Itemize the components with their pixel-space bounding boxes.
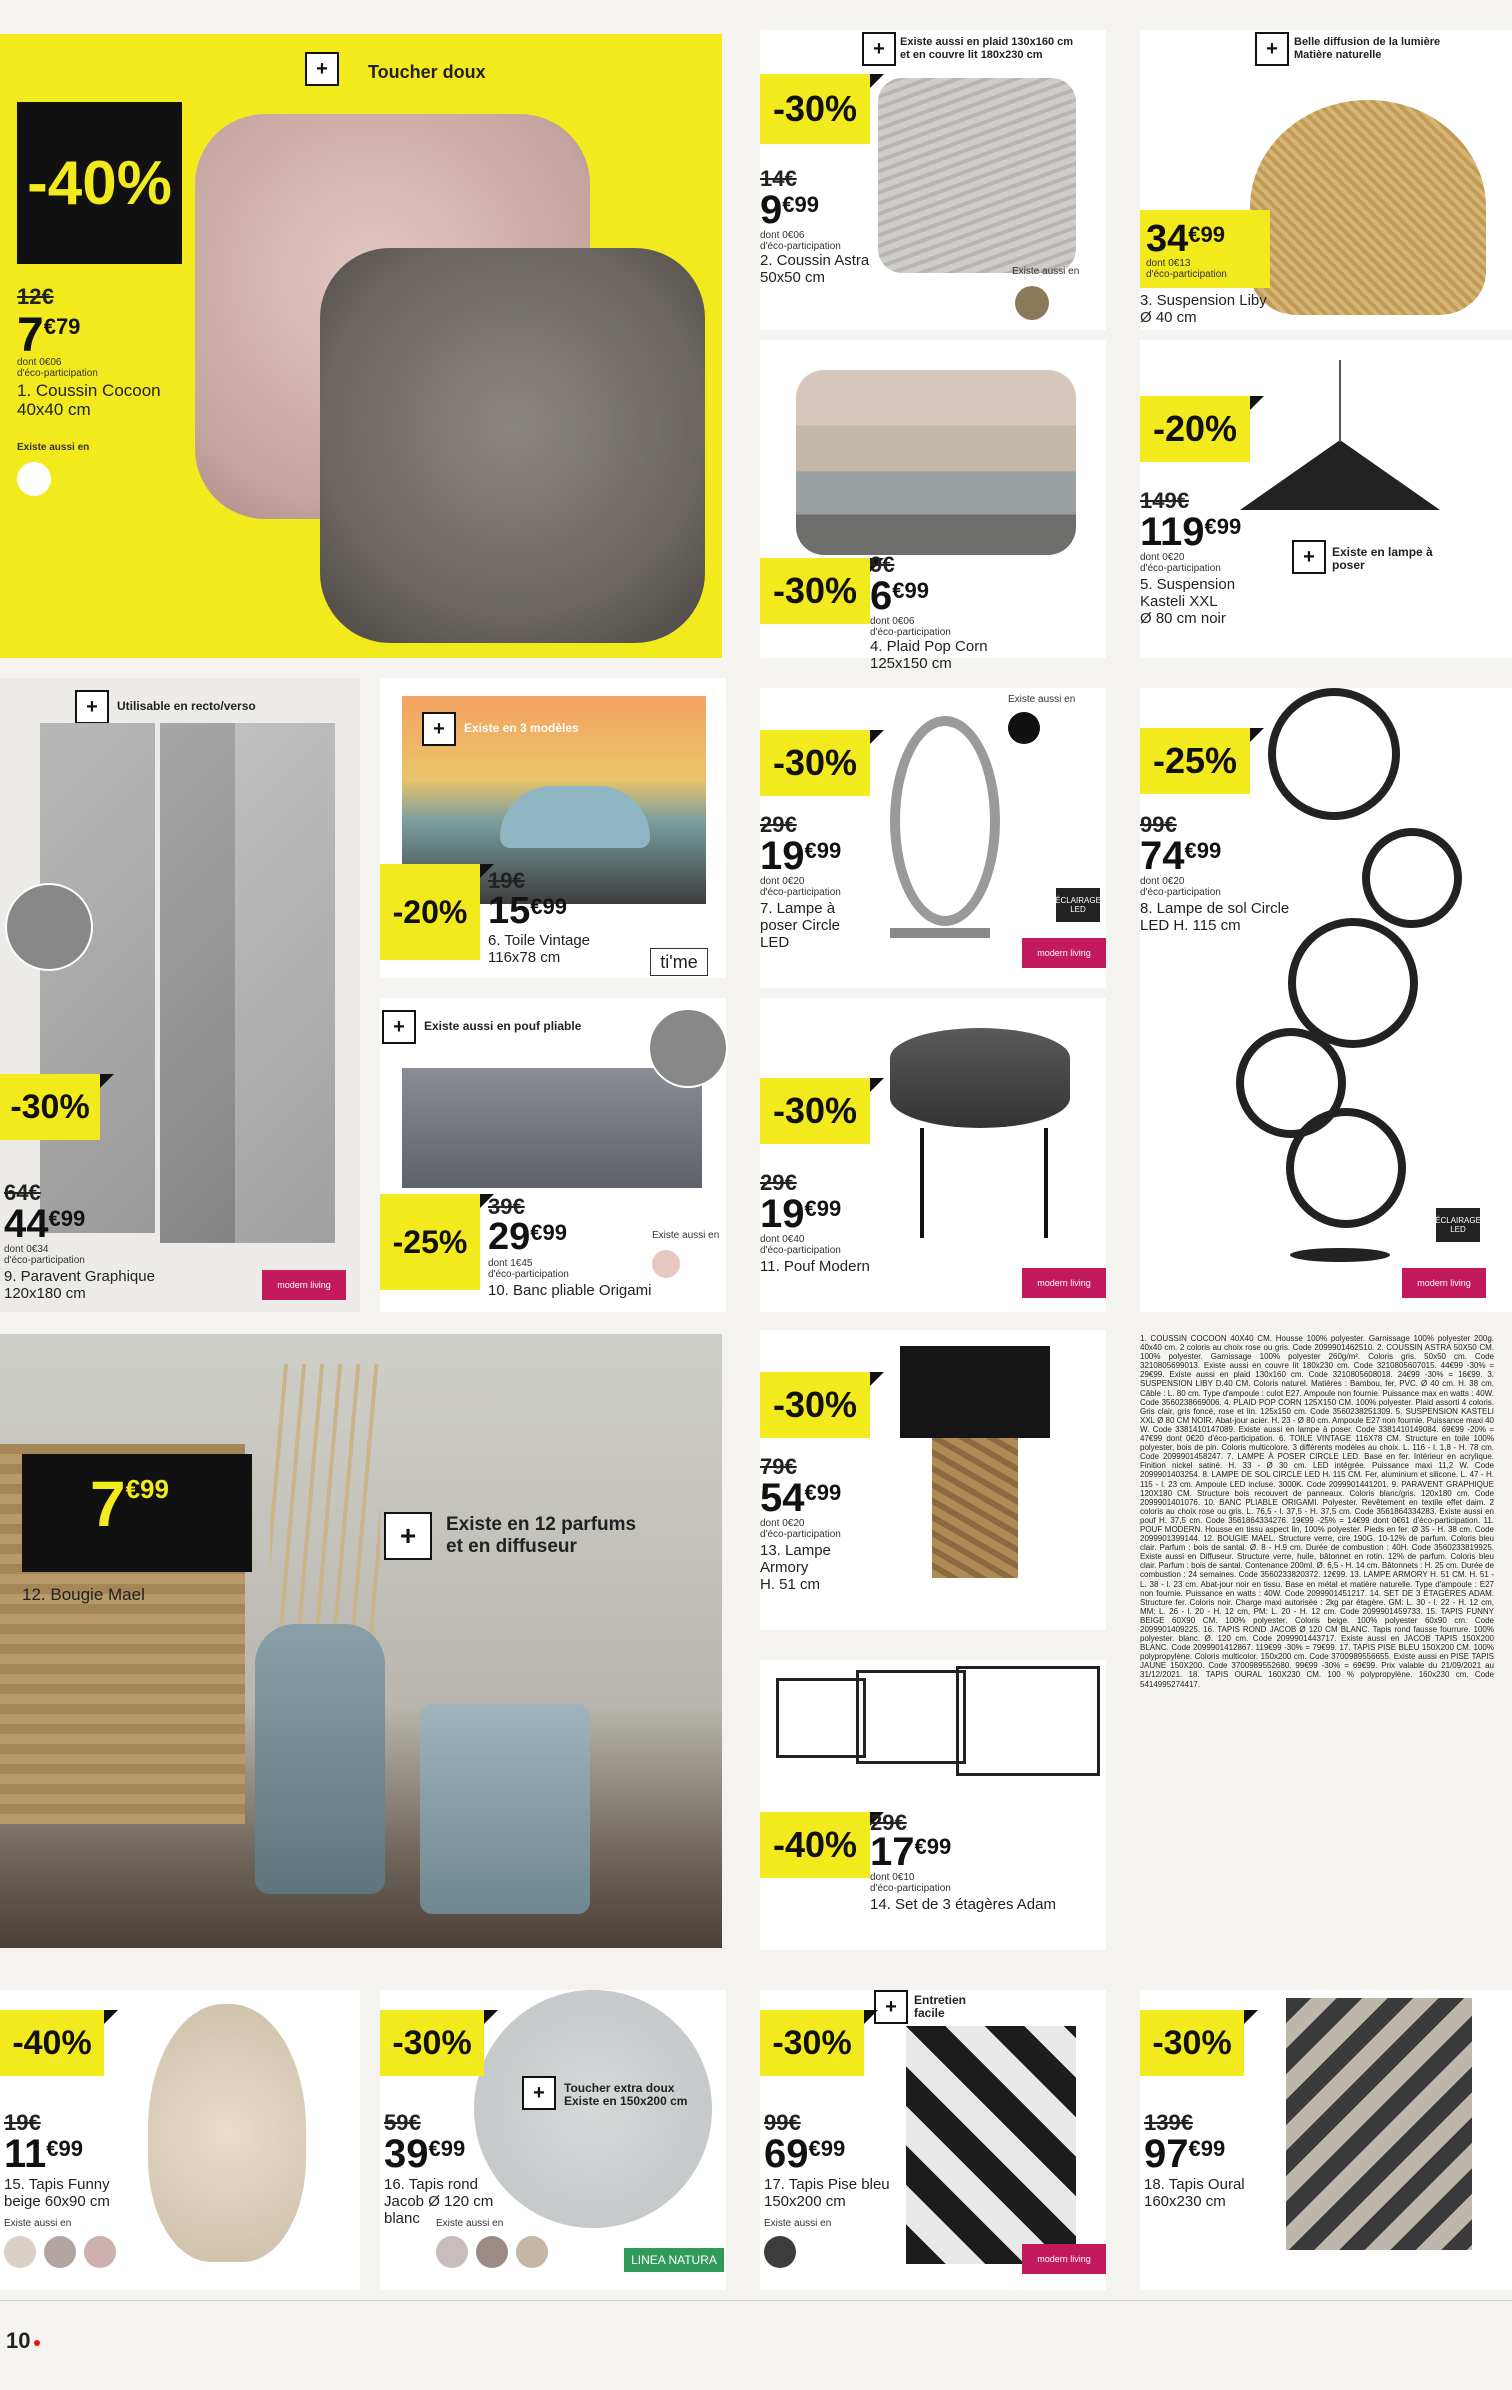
color-swatch: [4, 2236, 36, 2268]
old-price: 19€: [4, 2110, 41, 2135]
product-name: 11. Pouf Modern: [760, 1258, 870, 1275]
panel-set-etageres: [760, 1660, 1106, 1950]
eco-participation: dont 0€34 d'éco-participation: [4, 1244, 85, 1266]
price: 39€99: [384, 2132, 466, 2176]
old-price: 14€: [760, 166, 797, 191]
eco-participation: dont 0€10 d'éco-participation: [870, 1872, 951, 1894]
discount-badge: -30%: [760, 1372, 870, 1438]
old-price: 79€: [760, 1454, 797, 1479]
price: 44€99: [4, 1202, 86, 1246]
eco-participation: dont 0€06 d'éco-participation: [760, 230, 841, 252]
eco-participation: dont 0€20 d'éco-participation: [1140, 552, 1221, 574]
kilim-rug-image: [1286, 1998, 1472, 2250]
plus-icon: +: [305, 52, 339, 86]
price: 7€79: [17, 309, 81, 362]
price: 69€99: [764, 2132, 846, 2176]
discount-badge: -30%: [0, 1074, 100, 1140]
also-exists-label: Existe aussi en: [1008, 694, 1076, 705]
page-number: 10: [6, 2328, 31, 2353]
pouf-seat-image: [890, 1028, 1070, 1128]
product-name: 1. Coussin Cocoon 40x40 cm: [17, 381, 161, 419]
also-exists-label: Existe aussi en: [652, 1230, 720, 1241]
panel-tapis-jacob: [380, 1990, 726, 2290]
price: 9€99: [760, 188, 819, 232]
old-price: 29€: [760, 1170, 797, 1195]
discount-badge: -25%: [380, 1194, 480, 1290]
product-name: 12. Bougie Mael: [22, 1585, 145, 1604]
old-price: 64€: [4, 1180, 41, 1205]
lampshade-image: [900, 1346, 1050, 1438]
discount-badge: -30%: [760, 558, 870, 624]
plus-icon: +: [382, 1010, 416, 1044]
old-price: 99€: [1140, 812, 1177, 837]
linea-natura-logo: LINEA NATURA: [624, 2248, 724, 2272]
panel-plaid-pop-corn: [760, 340, 1106, 672]
price: 11€99: [4, 2132, 84, 2176]
also-exists-label: Existe aussi en: [4, 2218, 72, 2229]
price: 19€99: [760, 834, 842, 878]
old-price: 139€: [1144, 2110, 1193, 2135]
product-name: 17. Tapis Pise bleu 150x200 cm: [764, 2176, 890, 2210]
discount-badge: -40%: [17, 102, 182, 264]
plus-icon: +: [384, 1512, 432, 1560]
old-price: 59€: [384, 2110, 421, 2135]
pattern-detail-swatch: [5, 883, 93, 971]
footer-divider: [0, 2300, 1512, 2301]
shelf-small-image: [776, 1678, 866, 1758]
car-shape: [500, 786, 650, 848]
old-price: 29€: [760, 812, 797, 837]
panel-suspension-kasteli: [1140, 340, 1512, 658]
panel-tapis-oural: [1140, 1990, 1512, 2290]
color-swatch: [652, 1250, 680, 1278]
candle-glass-image: [420, 1704, 590, 1914]
plaid-image: [796, 370, 1076, 555]
screen-panel-right: [235, 723, 335, 1243]
panel-coussin-astra: [760, 30, 1106, 330]
eco-participation: dont 0€06 d'éco-participation: [17, 357, 98, 379]
old-price: 29€: [870, 1810, 907, 1835]
price: 7€99: [90, 1468, 169, 1540]
screen-panel-middle: [160, 723, 235, 1243]
product-name: 16. Tapis rond Jacob Ø 120 cm blanc: [384, 2176, 494, 2227]
shelf-large-image: [956, 1666, 1100, 1776]
old-price: 99€: [764, 2110, 801, 2135]
plus-icon: +: [1255, 32, 1289, 66]
panel-tapis-pise: [760, 1990, 1106, 2290]
plus-icon: +: [522, 2076, 556, 2110]
floor-lamp-base: [1290, 1248, 1390, 1262]
discount-badge: -40%: [760, 1812, 870, 1878]
bench-image: [402, 1068, 702, 1188]
plus-icon: +: [1292, 540, 1326, 574]
callout-text: Belle diffusion de la lumière Matière naturelle: [1294, 36, 1441, 61]
price: 54€99: [760, 1476, 842, 1520]
panel-bougie-mael: [0, 1334, 722, 1948]
product-name: 10. Banc pliable Origami: [488, 1282, 652, 1299]
old-price: 9€: [870, 552, 895, 577]
panel-paravent: [0, 678, 360, 1312]
price: 34€99: [1146, 218, 1225, 260]
rug-funny-image: [148, 2004, 306, 2262]
page-number-dot: [34, 2340, 40, 2346]
callout-text: Utilisable en recto/verso: [117, 699, 256, 713]
legal-text: 1. COUSSIN COCOON 40X40 CM. Housse 100% polyester. Garnissage 100% polyester 200g. 40x40 cm. 2 coloris au choix rose ou gris. Code 2099901462510. 2. COUSSIN ASTRA 50X50 CM. 100% polyester. Garnissage 100% polyester 260g/m². Coloris gris. 50x50 cm. Code 3210805699013. Existe aussi en couvre lit 180x230 cm. Code 3210805607015. 44€99 -30% = 29€99. Existe aussi en plaid 130x160 cm. Code 3210805608018. 24€99 -30% = 16€99. 3. SUSPENSION LIBY D.40 CM. Coloris naturel. Matières : Bambou, fer, PVC. Ø 40 cm. H. 38 cm. Câble : L. 80 cm. Type d'ampoule : culot E27. Ampoule non fournie. Puissance max en watts : 40W. Code 3560238669006. 4. PLAID POP CORN 125X150 CM. 100% polyester. Plaid assorti 4 coloris. Gris clair, gris foncé, rose et lin. 125x150 cm. Code 3560238251309. 5. SUSPENSION KASTELI XXL Ø 80 CM NOIR. Abat-jour acier. H. 23 - Ø 80 cm. Ampoule E27 non fournie. Puissance maxi 40 W. Code 3381410147089. Existe aussi en lampe à poser. Code 3381410149084. 69€99 -20% = 47€99 dont 0€20 d'éco-participation. 6. TOILE VINTAGE 116X78 CM. Structure en toile 100% polyester, bois de pin. Coloris multicolore. 3 différents modèles au choix. L. 116 - l. 1,8 - H. 78 cm. Code 2099901458247. 7. LAMPE À POSER CIRCLE LED. Base en fer. Intérieur en acrylique. Finition nickel satiné. H. 33 - Ø 30 cm. LED intégrée. Puissance maxi 11,2 W. Code 2099901403254. 8. LAMPE DE SOL CIRCLE LED H. 115 CM. Fer, aluminium et silicone. L. 47 - H. 115 - l. 23 cm. Ampoule LED incluse. 3000K. Code 2099901441201. 9. PARAVENT GRAPHIQUE 120X180 CM. Structure bois recouvert de panneaux. Coloris blanc/gris. 120x180 cm. Code 2099901401076. 10. BANC PLIABLE ORIGAMI. Polyester. Revêtement en textile effet daim. 2 coloris au choix rose ou gris. L. 76,5 - l. 37,5 - H. 37,5 cm. Code 3561864334283. Existe aussi en pouf H. 37,5 cm. Code 3561864334276. 19€99 -25% = 14€99 dont 0€61 d'éco-participation. 11. POUF MODERN. Housse en tissu aspect lin, 100% polyester. Pieds en fer. Ø 35 - H. 38 cm. Code 2099901399144. 12. BOUGIE MAEL. Structure verre, cire 190G. 10-12% de parfum. Coloris bleu clair. Parfum : bois de santal. Ø. 8 - H.9 cm. Durée de combustion : 40H. Code 3560233819925. Existe aussi en Diffuseur. Structure verre, huile, bâtonnet en rotin. 12% de parfum. Coloris bleu clair. Parfum : bois de santal. Contenance 200ml. Ø. 6,5 - H. 14 cm. Bâtonnets : H. 25 cm. Durée de combustion : 24 semaines. Code 3560233820372. 12€99. 13. LAMPE ARMORY H. 51 CM. H. 51 - L. 38 - l. 23 cm. Abat-jour noir en tissu. Base en métal et matière naturelle. Type d'ampoule : E27 non fournie. Puissance en watts : 40W. Code 2099901451217. 14. SET DE 3 ÉTAGÈRES ADAM. Structure fer. Coloris noir. Charge maxi autorisée : 2kg par étagère. GM: L. 30 - l. 22 - H. 12 cm, MM: L. 26 - l. 20 - H. 12 cm, PM: L. 20 - H. 12 cm. Code 2099901459733. 15. TAPIS FUNNY BEIGE 60X90 CM. 100% polyester. Coloris beige. 100% polyester 60x90 cm. Code 2099901409225. 16. TAPIS ROND JACOB Ø 120 CM BLANC. Tapis rond fausse fourrure. 100% polyester. blanc. Ø. 120 cm. Code 2099901443717. Existe aussi en JACOB TAPIS 150X200 BLANC. Code 2099901412867. 119€99 -30% = 79€99. 17. TAPIS PISE BLEU 150X200 CM. 100% polypropylène. Coloris multicolor. 150x200 cm. Code 3700989556655. Existe aussi en PISE TAPIS JAUNE 150X200. Code 3700989552680. 99€99 -30% = 69€99. Prix valable du 21/09/2021 au 31/12/2021. 18. TAPIS OURAL 160X230 CM. 100 % polypropylène. 160x230 cm. Code 5414995274417.: [1140, 1334, 1494, 1689]
old-price: 12€: [17, 284, 54, 309]
price: 29€99: [488, 1216, 567, 1258]
discount-badge: -30%: [760, 2010, 864, 2076]
modern-living-logo: modern living: [262, 1270, 346, 1300]
ring-floor-lamp-2: [1362, 828, 1462, 928]
callout-text: Existe aussi en pouf pliable: [424, 1019, 582, 1033]
discount-badge: -30%: [380, 2010, 484, 2076]
product-name: 5. Suspension Kasteli XXL Ø 80 cm noir: [1140, 576, 1236, 627]
product-name: 9. Paravent Graphique 120x180 cm: [4, 1268, 155, 1302]
price: 6€99: [870, 574, 929, 618]
eco-participation: dont 1€45 d'éco-participation: [488, 1258, 569, 1280]
discount-badge: -25%: [1140, 728, 1250, 794]
old-price: 39€: [488, 1194, 525, 1219]
texture-detail-swatch: [648, 1008, 728, 1088]
panel-toile-vintage: [380, 678, 726, 978]
screen-panel-left: [40, 723, 155, 1233]
product-name: 6. Toile Vintage 116x78 cm: [488, 932, 591, 966]
callout-text: Toucher extra doux Existe en 150x200 cm: [564, 2081, 688, 2108]
pouf-legs: [920, 1128, 1048, 1238]
eco-participation: dont 0€20 d'éco-participation: [760, 1518, 841, 1540]
price: 17€99: [870, 1830, 952, 1874]
panel-lampe-poser-circle: [760, 688, 1106, 988]
driftwood-base-image: [932, 1438, 1018, 1578]
discount-badge: -20%: [380, 864, 480, 960]
lamp-image: [1250, 100, 1486, 315]
ring-floor-lamp-1: [1268, 688, 1400, 820]
color-swatch: [436, 2236, 468, 2268]
plus-icon: +: [862, 32, 896, 66]
eco-participation: dont 0€06 d'éco-participation: [870, 616, 951, 638]
color-swatch: [764, 2236, 796, 2268]
panel-banc-pliable: [380, 998, 726, 1312]
color-swatch: [17, 462, 51, 496]
cushion-image: [878, 78, 1076, 273]
color-swatch: [1008, 712, 1040, 744]
ring-lamp-image: [890, 716, 1000, 926]
shelf-medium-image: [856, 1670, 966, 1764]
also-exists-label: Existe aussi en: [17, 442, 90, 453]
discount-badge: -20%: [1140, 396, 1250, 462]
color-swatch: [84, 2236, 116, 2268]
led-logo: ÉCLAIRAGE LED: [1436, 1208, 1480, 1242]
color-swatch: [44, 2236, 76, 2268]
also-exists-label: Existe aussi en: [436, 2218, 504, 2229]
pendant-cord: [1339, 360, 1341, 442]
price: 119€99: [1140, 510, 1242, 554]
color-swatch: [476, 2236, 508, 2268]
price: 19€99: [760, 1192, 842, 1236]
callout-text: Toucher doux: [368, 62, 486, 82]
modern-living-logo: modern living: [1022, 2244, 1106, 2274]
modern-living-logo: modern living: [1022, 938, 1106, 968]
discount-badge: -40%: [0, 2010, 104, 2076]
color-swatch: [1015, 286, 1049, 320]
product-name: 8. Lampe de sol Circle LED H. 115 cm: [1140, 900, 1290, 934]
callout-text: Existe en 3 modèles: [464, 721, 579, 735]
panel-tapis-funny: [0, 1990, 360, 2290]
color-swatch: [516, 2236, 548, 2268]
callout-text: Existe aussi en plaid 130x160 cm et en couvre lit 180x230 cm: [900, 36, 1074, 61]
eco-participation: dont 0€20 d'éco-participation: [760, 876, 841, 898]
modern-living-logo: modern living: [1022, 1268, 1106, 1298]
modern-living-logo: modern living: [1402, 1268, 1486, 1298]
product-name: 18. Tapis Oural 160x230 cm: [1144, 2176, 1245, 2210]
plus-icon: +: [422, 712, 456, 746]
panel-suspension-liby: [1140, 30, 1512, 330]
price: 74€99: [1140, 834, 1222, 878]
also-exists-label: Existe aussi en: [1012, 266, 1080, 277]
discount-badge: -30%: [760, 730, 870, 796]
geometric-rug-image: [906, 2026, 1076, 2264]
product-name: 7. Lampe à poser Circle LED: [760, 900, 841, 951]
panel-lampe-sol-circle: [1140, 688, 1512, 1312]
panel-coussin-cocoon: [0, 34, 722, 658]
eco-participation: dont 0€20 d'éco-participation: [1140, 876, 1221, 898]
round-rug-image: [474, 1990, 712, 2228]
ring-floor-lamp-3: [1288, 918, 1418, 1048]
product-name: 4. Plaid Pop Corn 125x150 cm: [870, 638, 988, 672]
product-name: 14. Set de 3 étagères Adam: [870, 1896, 1056, 1913]
diffuser-sticks-image: [270, 1364, 380, 1664]
product-name: 13. Lampe Armory H. 51 cm: [760, 1542, 831, 1593]
product-name: 15. Tapis Funny beige 60x90 cm: [4, 2176, 110, 2210]
old-price: 19€: [488, 868, 525, 893]
panel-pouf-modern: [760, 998, 1106, 1312]
product-name: 2. Coussin Astra 50x50 cm: [760, 252, 870, 286]
product-name: 3. Suspension Liby Ø 40 cm: [1140, 292, 1267, 326]
price: 15€99: [488, 890, 567, 932]
discount-badge: -30%: [760, 1078, 870, 1144]
callout-text: Existe en lampe à poser: [1332, 545, 1433, 572]
gray-cushion-image: [320, 248, 705, 643]
panel-lampe-armory: [760, 1330, 1106, 1630]
eco-participation: dont 0€13 d'éco-participation: [1146, 258, 1227, 280]
discount-badge: -30%: [760, 74, 870, 144]
diffuser-bottle-image: [255, 1624, 385, 1894]
discount-badge: -30%: [1140, 2010, 1244, 2076]
ring-floor-lamp-5: [1286, 1108, 1406, 1228]
callout-text: Existe en 12 parfums et en diffuseur: [446, 1514, 637, 1557]
pendant-image: [1240, 440, 1440, 510]
callout-text: Entretien facile: [914, 1993, 967, 2020]
old-price: 149€: [1140, 488, 1189, 513]
price: 97€99: [1144, 2132, 1226, 2176]
also-exists-label: Existe aussi en: [764, 2218, 832, 2229]
eco-participation: dont 0€40 d'éco-participation: [760, 1234, 841, 1256]
plus-icon: +: [874, 1990, 908, 2024]
led-logo: ÉCLAIRAGE LED: [1056, 888, 1100, 922]
time-logo: ti'me: [650, 948, 708, 976]
plus-icon: +: [75, 690, 109, 724]
ring-lamp-base: [890, 928, 990, 938]
